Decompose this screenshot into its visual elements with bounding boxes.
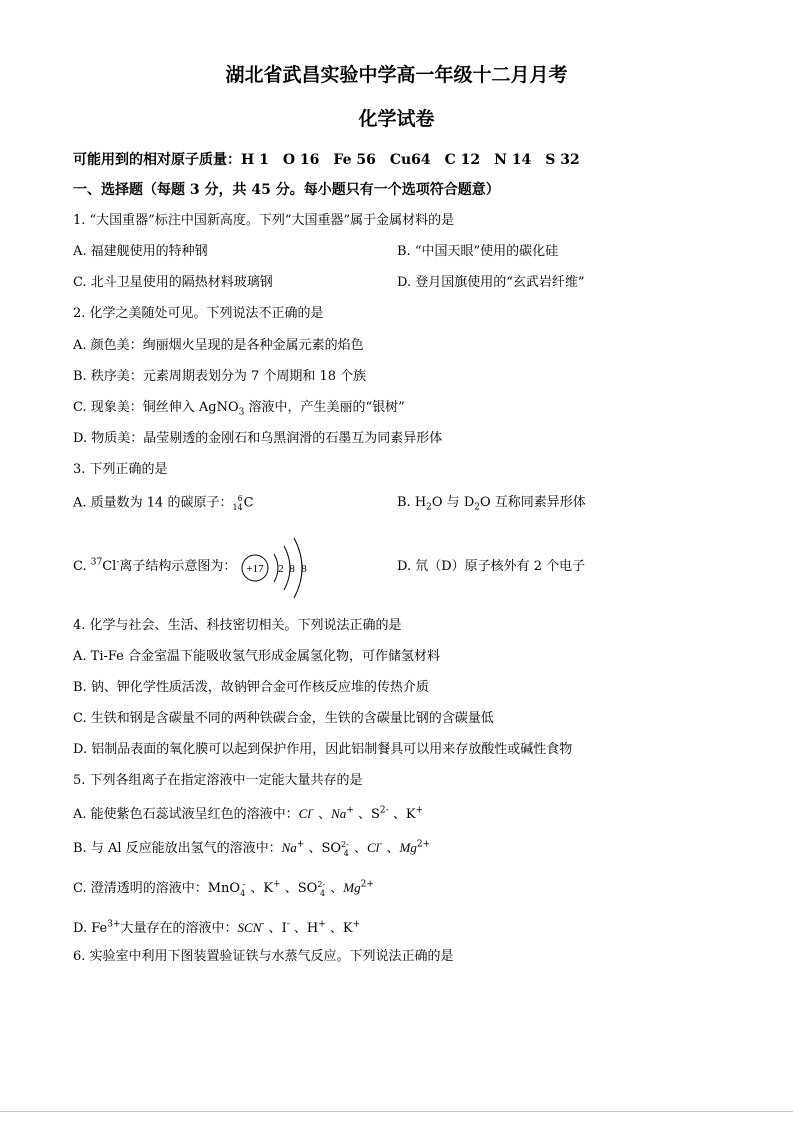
q4-stem: 4. 化学与社会、生活、科技密切相关。下列说法正确的是: [73, 618, 402, 633]
q5-option-b: B. 与 Al 反应能放出氢气的溶液中：Na+ 、SO2- 4 、Cl- 、$Mg^{2+}$: [73, 839, 431, 858]
q1-option-a: A. 福建舰使用的特种钢: [73, 244, 208, 259]
q2-option-d: D. 物质美：晶莹剔透的金刚石和乌黑润滑的石墨互为同素异形体: [73, 431, 443, 446]
chloride-ion-structure-diagram: [238, 532, 318, 604]
q3-option-a: A. 质量数为 14 的碳原子： 6 14C: [73, 494, 254, 512]
shell-electrons-3: 8: [301, 563, 307, 575]
q6-stem: 6. 实验室中利用下图装置验证铁与水蒸气反应。下列说法正确的是: [73, 949, 454, 964]
q3-option-b: B. $H_2O$ 与 $D_2O$ 互称同素异形体: [397, 495, 586, 513]
q5-option-a: A. 能使紫色石蕊试液呈红色的溶液中：Cl- 、Na+ 、$S^{2-}$ 、K+: [73, 805, 424, 822]
q4-option-d: D. 铝制品表面的氧化膜可以起到保护作用，因此铝制餐具可以用来存放酸性或碱性食物: [73, 742, 573, 757]
q2-stem: 2. 化学之美随处可见。下列说法不正确的是: [73, 306, 324, 321]
exam-subtitle: 化学试卷: [358, 108, 435, 130]
q1-stem: 1. “大国重器”标注中国新高度。下列“大国重器”属于金属材料的是: [73, 213, 455, 228]
q5-option-d: D. $Fe^{3+}$大量存在的溶液中：SCN- 、I- 、H+ 、K+: [73, 919, 361, 936]
q2-option-a: A. 颜色美：绚丽烟火呈现的是各种金属元素的焰色: [73, 338, 364, 353]
q1-option-b: B. “中国天眼”使用的碳化硅: [397, 244, 559, 259]
q2-option-b: B. 秩序美：元素周期表划分为 7 个周期和 18 个族: [73, 369, 367, 384]
q4-option-a: A. Ti-Fe 合金室温下能吸收氢气形成金属氢化物，可作储氢材料: [73, 649, 441, 664]
q2-option-c: C. 现象美：铜丝伸入 AgNO$_3$ 溶液中，产生美丽的“银树”: [73, 400, 405, 418]
section-heading: 一、选择题（每题 3 分，共 45 分。每小题只有一个选项符合题意）: [73, 182, 500, 198]
shell-electrons-2: 8: [289, 563, 295, 575]
q3-option-d: D. 氘（D）原子核外有 2 个电子: [397, 559, 586, 574]
page-bottom-divider: [0, 1111, 793, 1112]
q1-option-c: C. 北斗卫星使用的隔热材料玻璃钢: [73, 275, 273, 290]
q3-option-c: C. $^{37}$Cl-离子结构示意图为：: [73, 557, 237, 574]
shell-electrons-1: 2: [278, 563, 284, 575]
q5-option-c: C. 澄清透明的溶液中：MnO - 4 、K+ 、SO2- 4 、$Mg^{2+}$: [73, 879, 374, 898]
q4-option-c: C. 生铁和钢是含碳量不同的两种铁碳合金，生铁的含碳量比钢的含碳量低: [73, 711, 494, 726]
exam-title: 湖北省武昌实验中学高一年级十二月月考: [225, 64, 568, 86]
nuclide-notation: 6 14: [232, 494, 243, 512]
q3-stem: 3. 下列正确的是: [73, 462, 168, 477]
q1-option-d: D. 登月国旗使用的“玄武岩纤维”: [397, 275, 585, 290]
q5-stem: 5. 下列各组离子在指定溶液中一定能大量共存的是: [73, 773, 363, 788]
atomic-masses: 可能用到的相对原子质量：H 1 O 16 Fe 56 Cu64 C 12 N 14 S 32: [73, 152, 580, 168]
nucleus-charge: +17: [246, 563, 264, 575]
q4-option-b: B. 钠、钾化学性质活泼，故钠钾合金可作核反应堆的传热介质: [73, 680, 429, 695]
